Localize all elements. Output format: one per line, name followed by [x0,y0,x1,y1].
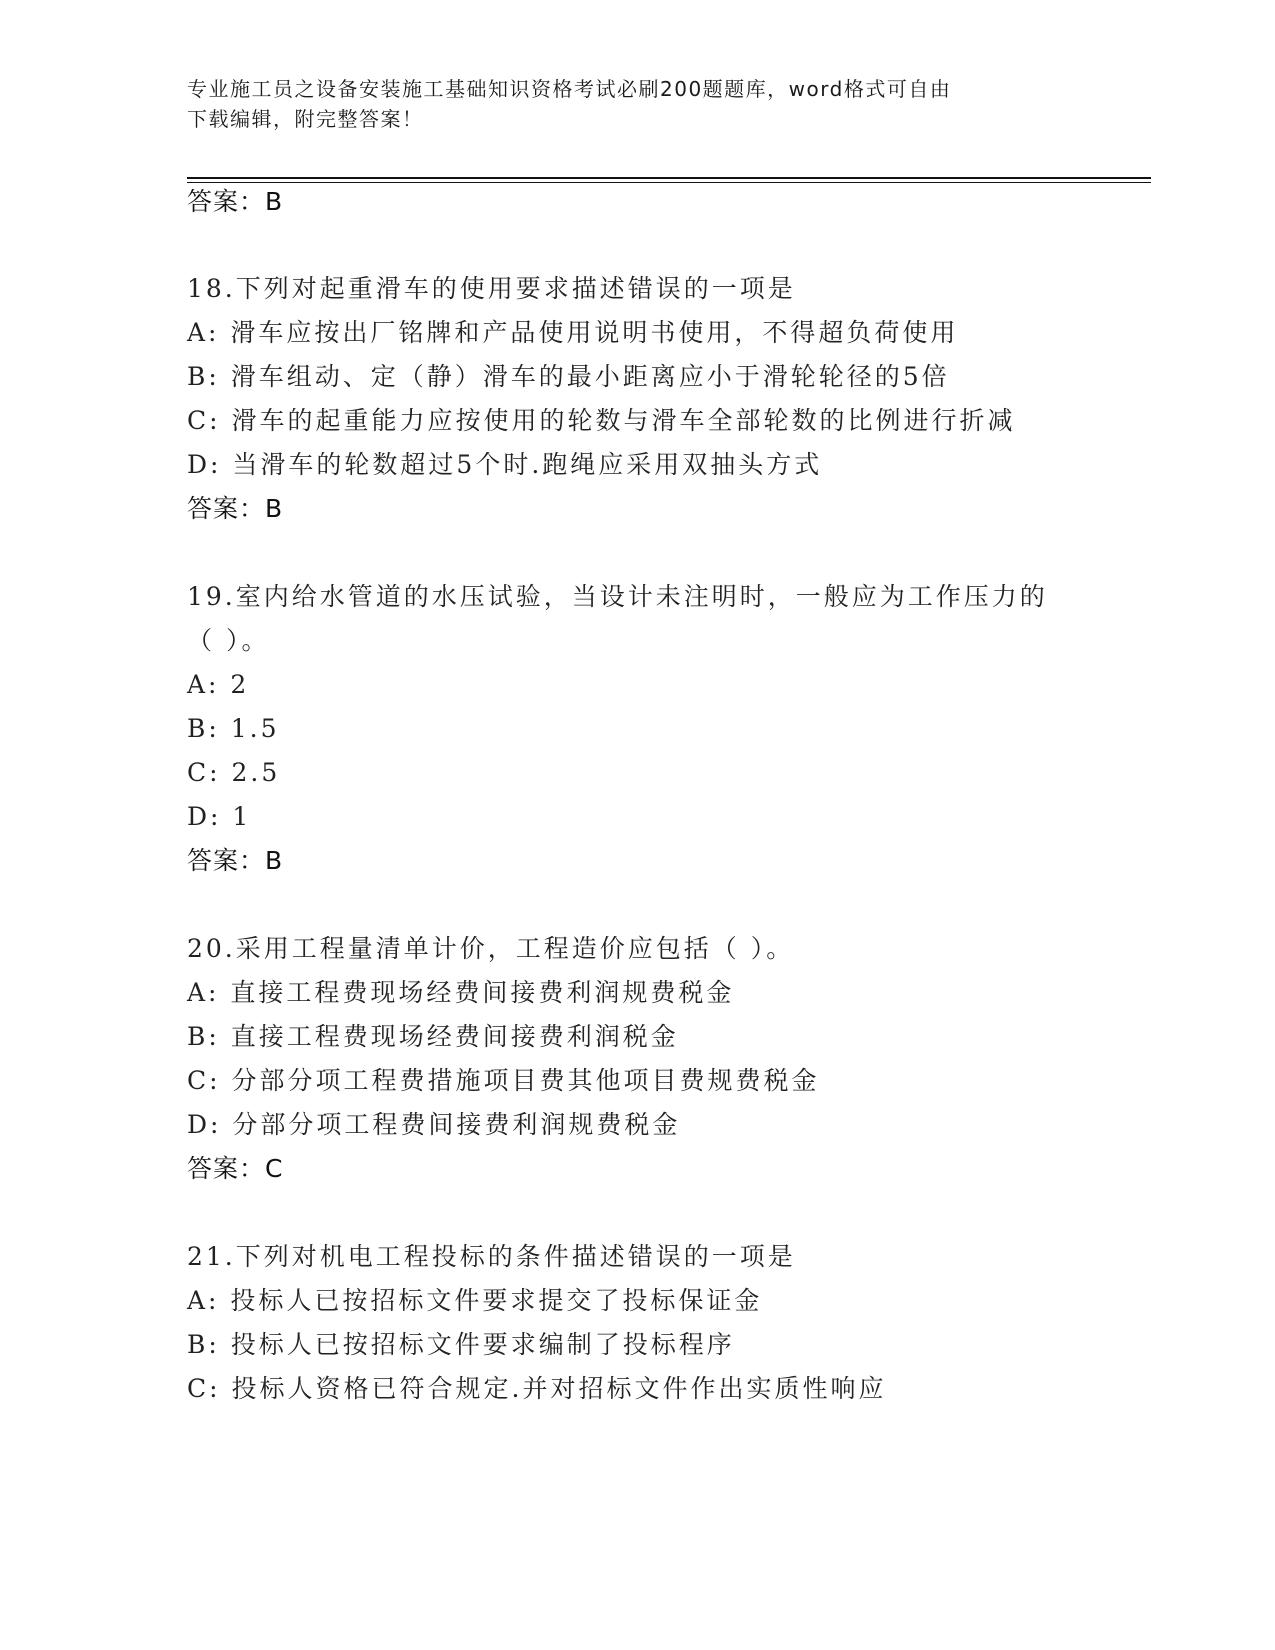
question-19-stem: 19.室内给水管道的水压试验，当设计未注明时，一般应为工作压力的 [187,582,1048,611]
question-20-answer: 答案：C [187,1154,284,1183]
question-21-option-a: A: 投标人已按招标文件要求提交了投标保证金 [187,1286,763,1315]
header-rule-thin [187,182,1151,183]
question-20-option-a: A: 直接工程费现场经费间接费利润规费税金 [187,978,735,1007]
question-18-option-d: D: 当滑车的轮数超过5个时.跑绳应采用双抽头方式 [187,450,823,479]
question-19-option-c: C: 2.5 [187,758,281,787]
question-19-option-b: B: 1.5 [187,714,280,743]
question-18-answer: 答案：B [187,494,284,523]
question-20-option-b: B: 直接工程费现场经费间接费利润税金 [187,1022,679,1051]
page-header [187,74,1067,134]
question-18-option-b: B: 滑车组动、定（静）滑车的最小距离应小于滑轮轮径的5倍 [187,362,950,391]
question-21-stem: 21.下列对机电工程投标的条件描述错误的一项是 [187,1242,796,1271]
header-rule-thick [187,177,1151,179]
question-19-option-a: A: 2 [187,670,250,699]
question-21-option-c: C: 投标人资格已符合规定.并对招标文件作出实质性响应 [187,1374,887,1403]
question-20-option-c: C: 分部分项工程费措施项目费其他项目费规费税金 [187,1066,820,1095]
header-line-1: 专业施工员之设备安装施工基础知识资格考试必刷200题题库，word格式可自由 [187,77,952,101]
question-18-option-a: A: 滑车应按出厂铭牌和产品使用说明书使用，不得超负荷使用 [187,318,959,347]
question-21-option-b: B: 投标人已按招标文件要求编制了投标程序 [187,1330,735,1359]
previous-answer: 答案：B [187,187,284,216]
question-18-stem: 18.下列对起重滑车的使用要求描述错误的一项是 [187,274,796,303]
question-19-answer: 答案：B [187,846,284,875]
question-20-option-d: D: 分部分项工程费间接费利润规费税金 [187,1110,681,1139]
question-19-option-d: D: 1 [187,802,252,831]
question-19-stem-continued: （ ）。 [187,626,270,655]
question-18-option-c: C: 滑车的起重能力应按使用的轮数与滑车全部轮数的比例进行折减 [187,406,1016,435]
question-20-stem: 20.采用工程量清单计价，工程造价应包括（ ）。 [187,934,795,963]
header-line-2: 下载编辑，附完整答案！ [187,107,424,131]
